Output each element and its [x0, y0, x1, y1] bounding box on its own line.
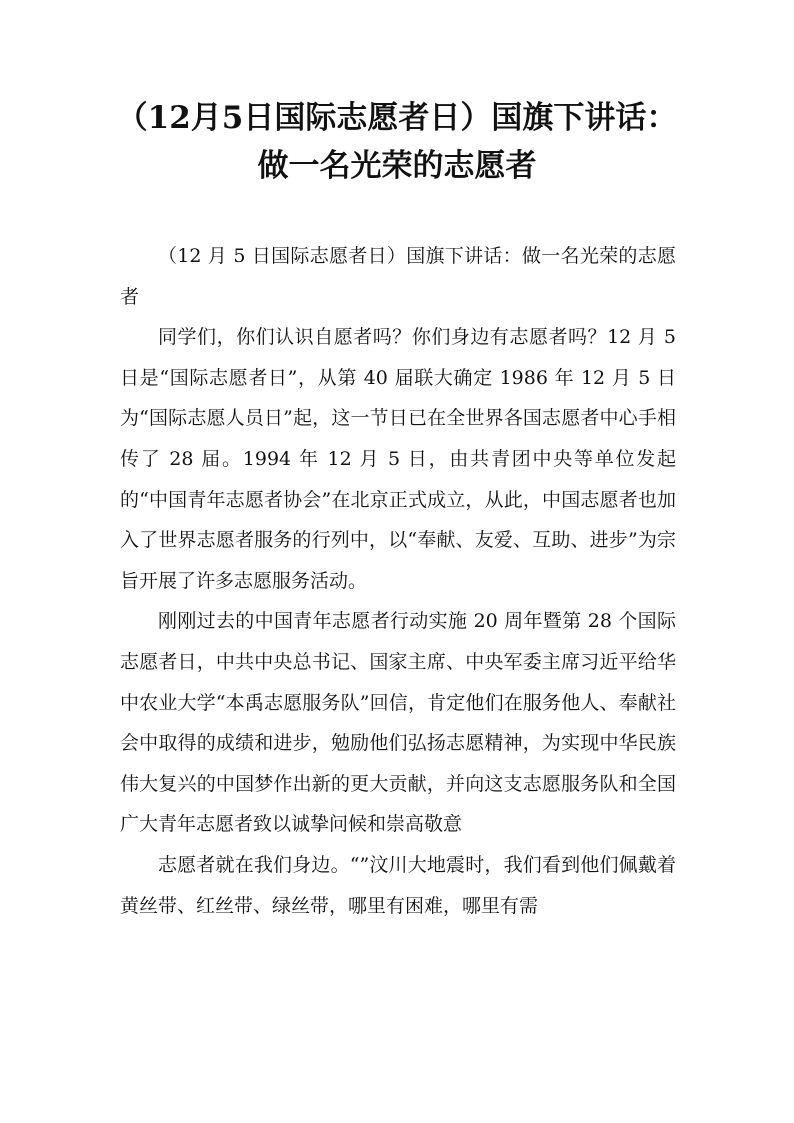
paragraph-subtitle: （12 月 5 日国际志愿者日）国旗下讲话：做一名光荣的志愿者 — [120, 245, 676, 308]
title-line-2: 做一名光荣的志愿者 — [257, 148, 537, 184]
document-body — [120, 236, 676, 926]
paragraph-intro: 同学们，你们认识自愿者吗？你们身边有志愿者吗？12 月 5 日是“国际志愿者日”，从第 40 届联大确定 1986 年 12 月 5 日为“国际志愿人员日”起，这一节日已在全世界各国志愿者中心手相传了 28 届。1994 年 12 月 5 日，由共青团中央等单位发起的“中国青年志愿者协会”在北京正式成立，从此，中国志愿者也加入了世界志愿者服务的行列中，以“奉献、友爱、互助、进步”为宗旨开展了许多志愿服务活动。 — [120, 326, 676, 592]
paragraph-anniversary: 刚刚过去的中国青年志愿者行动实施 20 周年暨第 28 个国际志愿者日，中共中央总书记、国家主席、中央军委主席习近平给华中农业大学“本禹志愿服务队”回信，肯定他们在服务他人、奉献社会中取得的成绩和进步，勉励他们弘扬志愿精神，为实现中华民族伟大复兴的中国梦作出新的更大贡献，并向这支志愿服务队和全国广大青年志愿者致以诚挚问候和崇高敬意 — [120, 610, 676, 836]
paragraph-examples: 志愿者就在我们身边。“”汶川大地震时，我们看到他们佩戴着黄丝带、红丝带、绿丝带，哪里有困难，哪里有需 — [120, 853, 676, 917]
title-line-1: （12月5日国际志愿者日）国旗下讲话： — [116, 100, 678, 136]
document-title — [70, 94, 724, 190]
